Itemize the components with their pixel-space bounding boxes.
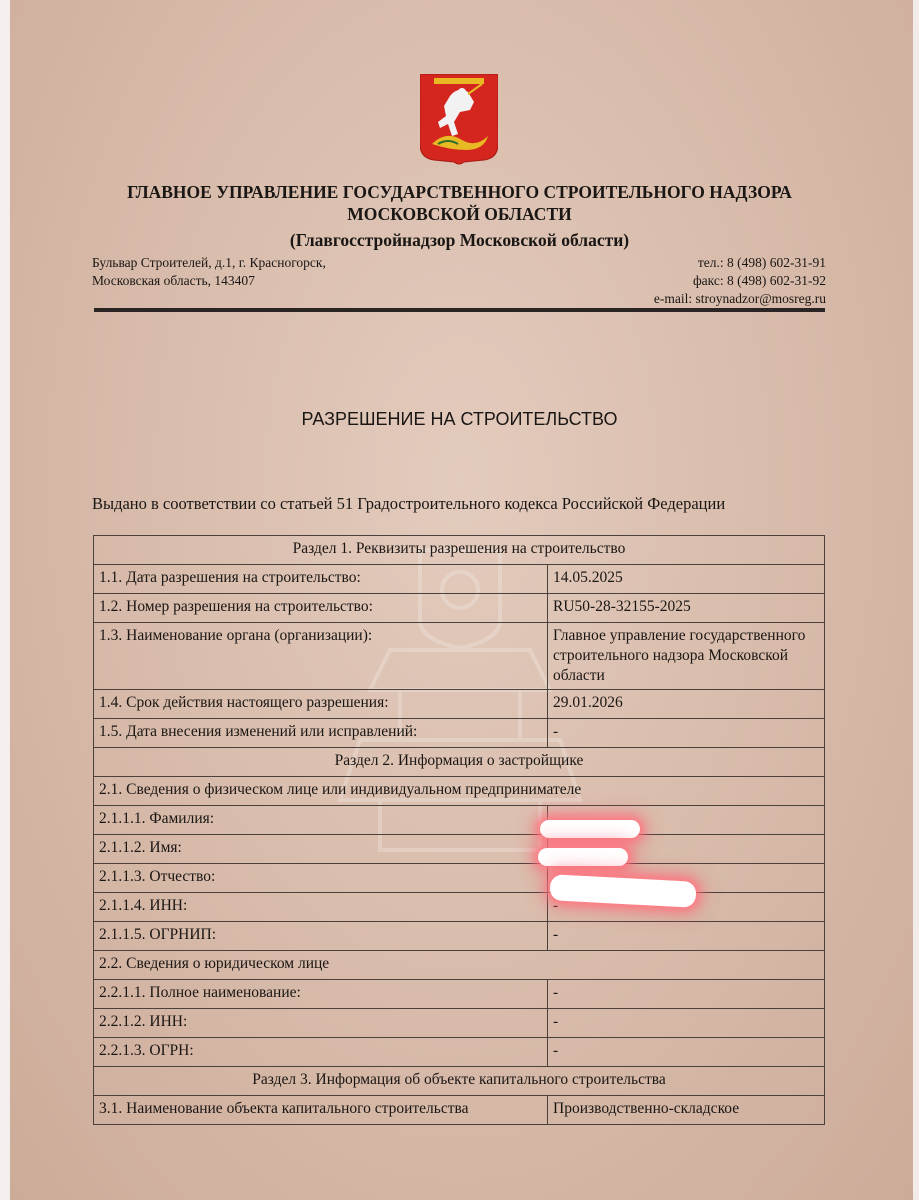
scan-left-edge bbox=[0, 0, 10, 1200]
permit-table bbox=[93, 535, 825, 1125]
table-row bbox=[94, 922, 825, 951]
table-row bbox=[94, 893, 825, 922]
table-row bbox=[94, 1038, 825, 1067]
table-row bbox=[94, 748, 825, 777]
phone: тел.: 8 (498) 602-31-91 bbox=[697, 255, 826, 270]
fax: факс: 8 (498) 602-31-92 bbox=[692, 273, 826, 288]
row-label: 2.1.1.1. Фамилия: bbox=[94, 806, 548, 835]
table-row bbox=[94, 719, 825, 748]
row-value: RU50-28-32155-2025 bbox=[548, 594, 825, 623]
table-row bbox=[94, 1067, 825, 1096]
table-row bbox=[94, 806, 825, 835]
subsection-2-1: 2.1. Сведения о физическом лице или индивидуальном предпринимателе bbox=[94, 777, 825, 806]
row-label: 1.3. Наименование органа (организации): bbox=[94, 623, 548, 690]
org-contacts bbox=[654, 254, 826, 308]
row-value: - bbox=[548, 1009, 825, 1038]
document-title: РАЗРЕШЕНИЕ НА СТРОИТЕЛЬСТВО bbox=[301, 409, 618, 429]
table-row bbox=[94, 690, 825, 719]
moscow-oblast-coat-of-arms-icon bbox=[420, 74, 498, 166]
row-label: 2.2.1.2. ИНН: bbox=[94, 1009, 548, 1038]
address-line2: Московская область, 143407 bbox=[92, 273, 255, 288]
row-value: - bbox=[548, 719, 825, 748]
redaction-mark-surname bbox=[540, 820, 640, 838]
section3-header: Раздел 3. Информация об объекте капитального строительства bbox=[94, 1067, 825, 1096]
table-row bbox=[94, 951, 825, 980]
table-row bbox=[94, 864, 825, 893]
row-label: 2.1.1.2. Имя: bbox=[94, 835, 548, 864]
table-row bbox=[94, 777, 825, 806]
row-label: 1.1. Дата разрешения на строительство: bbox=[94, 565, 548, 594]
row-value: Производственно-складское bbox=[548, 1096, 825, 1125]
org-short-name: (Главгосстройнадзор Московской области) bbox=[289, 230, 630, 250]
section2-header: Раздел 2. Информация о застройщике bbox=[94, 748, 825, 777]
row-value: - bbox=[548, 922, 825, 951]
subsection-2-2: 2.2. Сведения о юридическом лице bbox=[94, 951, 825, 980]
redaction-mark-name bbox=[538, 848, 628, 866]
table-row bbox=[94, 980, 825, 1009]
row-label: 1.5. Дата внесения изменений или исправлений: bbox=[94, 719, 548, 748]
email: e-mail: stroynadzor@mosreg.ru bbox=[653, 291, 826, 306]
scan-right-edge bbox=[913, 0, 919, 1200]
table-row bbox=[94, 565, 825, 594]
row-label: 2.1.1.3. Отчество: bbox=[94, 864, 548, 893]
table-row bbox=[94, 835, 825, 864]
section1-header: Раздел 1. Реквизиты разрешения на строительство bbox=[94, 536, 825, 565]
issued-basis: Выдано в соответствии со статьей 51 Градостроительного кодекса Российской Федерации bbox=[92, 494, 726, 513]
row-value: 14.05.2025 bbox=[548, 565, 825, 594]
row-value: - bbox=[548, 1038, 825, 1067]
table-row bbox=[94, 1009, 825, 1038]
table-row bbox=[94, 594, 825, 623]
row-value: Главное управление государственного строительного надзора Московской области bbox=[548, 623, 825, 690]
org-address bbox=[92, 254, 326, 290]
address-line1: Бульвар Строителей, д.1, г. Красногорск, bbox=[92, 255, 326, 270]
org-name-line2: МОСКОВСКОЙ ОБЛАСТИ bbox=[347, 204, 572, 224]
row-label: 2.2.1.3. ОГРН: bbox=[94, 1038, 548, 1067]
org-name-line1: ГЛАВНОЕ УПРАВЛЕНИЕ ГОСУДАРСТВЕННОГО СТРОИТЕЛЬНОГО НАДЗОРА bbox=[127, 182, 792, 202]
row-value: - bbox=[548, 980, 825, 1009]
row-label: 2.1.1.5. ОГРНИП: bbox=[94, 922, 548, 951]
row-value: 29.01.2026 bbox=[548, 690, 825, 719]
table-row bbox=[94, 1096, 825, 1125]
row-label: 2.1.1.4. ИНН: bbox=[94, 893, 548, 922]
header-divider bbox=[94, 308, 825, 312]
row-label: 2.2.1.1. Полное наименование: bbox=[94, 980, 548, 1009]
row-value: - bbox=[548, 893, 825, 922]
table-row bbox=[94, 623, 825, 690]
row-label: 1.4. Срок действия настоящего разрешения: bbox=[94, 690, 548, 719]
row-label: 1.2. Номер разрешения на строительство: bbox=[94, 594, 548, 623]
table-row bbox=[94, 536, 825, 565]
row-label: 3.1. Наименование объекта капитального строительства bbox=[94, 1096, 548, 1125]
